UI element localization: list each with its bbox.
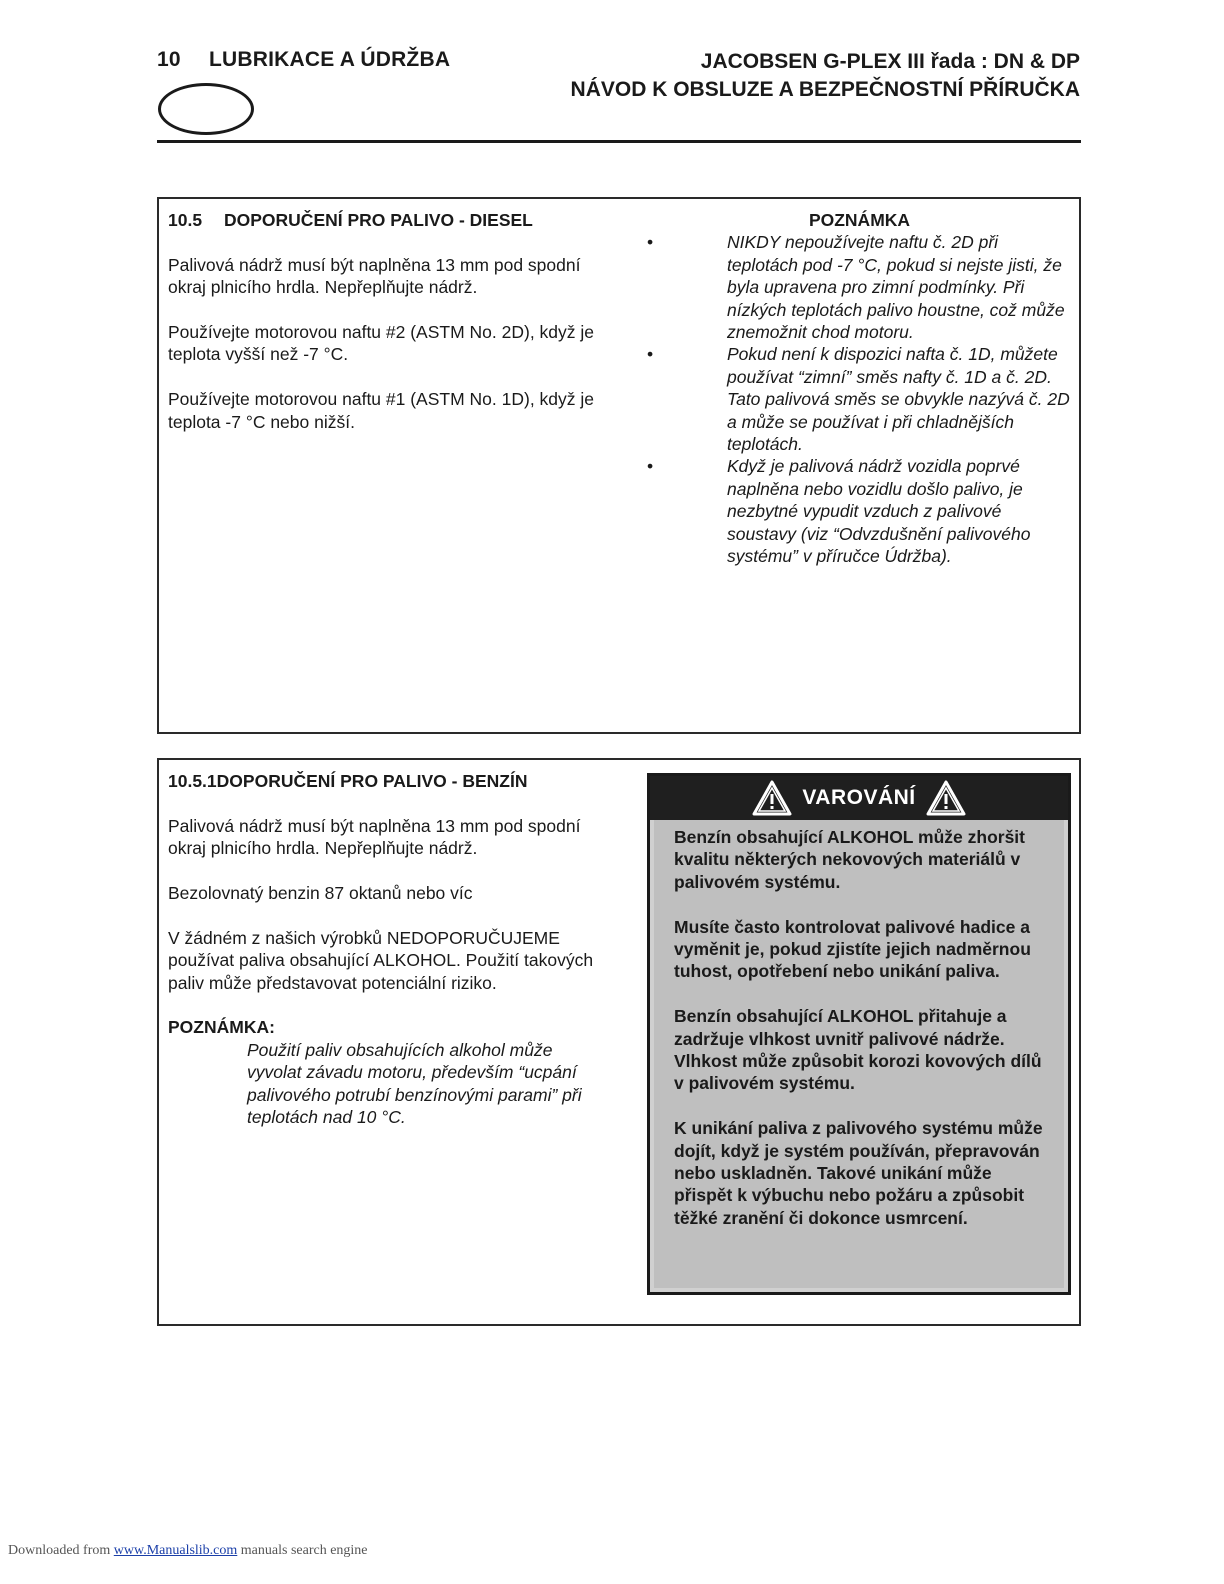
note-bullet: [647, 455, 1072, 567]
diesel-paragraph: Používejte motorovou naftu #1 (ASTM No. 1D), když je teplota -7 °C nebo nižší.: [168, 389, 595, 432]
note-bullet-text: Pokud není k dispozici nafta č. 1D, můžete používat “zimní” směs nafty č. 1D a č. 2D. Tato palivová směs se obvykle nazývá č. 2D a může se používat i při chladnějších teplotách.: [727, 344, 1070, 455]
petrol-text-column: [168, 770, 608, 1128]
download-footer: [8, 1543, 368, 1559]
header-section: [157, 48, 450, 72]
diesel-note: [647, 209, 1072, 568]
warning-paragraph: Musíte často kontrolovat palivové hadice a vyměnit je, pokud zjistíte jejich nadměrnou tuhost, opotřebení nebo unikání paliva.: [674, 916, 1031, 982]
diesel-section-title: DOPORUČENÍ PRO PALIVO - DIESEL: [224, 210, 533, 230]
petrol-paragraph: V žádném z našich výrobků NEDOPORUČUJEME používat paliva obsahující ALKOHOL. Použití takových paliv může představovat potenciální riziko.: [168, 927, 594, 993]
diesel-section-number: 10.5: [168, 210, 203, 230]
warning-paragraph: K unikání paliva z palivového systému může dojít, když je systém používán, přepravován nebo uskladněn. Takové unikání může přispět k výbuchu nebo požáru a způsobit těžké zranění či dokonce usmrcení.: [674, 1118, 1043, 1228]
footer-suffix: manuals search engine: [237, 1543, 368, 1558]
manualslib-link[interactable]: www.Manualslib.com: [113, 1543, 238, 1558]
footer-prefix: Downloaded from: [8, 1543, 114, 1558]
diesel-text-column: [168, 209, 608, 433]
petrol-paragraph: Bezolovnatý benzin 87 oktanů nebo víc: [168, 883, 473, 903]
petrol-section-title: 10.5.1DOPORUČENÍ PRO PALIVO - BENZÍN: [168, 771, 528, 791]
warning-triangle-icon: [926, 780, 966, 816]
diesel-note-title: POZNÁMKA: [808, 210, 911, 230]
warning-triangle-icon: [752, 780, 792, 816]
petrol-section: [157, 758, 1081, 1326]
section-title: LUBRIKACE A ÚDRŽBA: [209, 48, 451, 71]
language-oval-icon: [158, 83, 254, 135]
note-bullet-text: Když je palivová nádrž vozidla poprvé naplněna nebo vozidlu došlo palivo, je nezbytné vypudit vzduch z palivové soustavy (viz “Odvzdušnění palivového systému” v příručce Údržba).: [727, 456, 1031, 567]
warning-paragraph: Benzín obsahující ALKOHOL přitahuje a zadržuje vlhkost uvnitř palivové nádrže. Vlhkost může způsobit korozi kovových dílů v palivovém systému.: [674, 1006, 1042, 1094]
warning-paragraph: Benzín obsahující ALKOHOL může zhoršit kvalitu některých nekovových materiálů v palivovém systému.: [674, 827, 1025, 892]
note-bullet: [647, 343, 1072, 455]
page-number: 10: [157, 48, 181, 71]
diesel-heading: [168, 209, 608, 231]
note-bullet-text: NIKDY nepoužívejte naftu č. 2D při teplotách pod -7 °C, pokud si nejste jisti, že byla upravena pro zimní podmínky. Při nízkých teplotách palivo houstne, což může znemožnit chod motoru.: [727, 232, 1065, 343]
document-title-line2: NÁVOD K OBSLUZE A BEZPEČNOSTNÍ PŘÍRUČKA: [570, 78, 1080, 101]
diesel-section: [157, 197, 1081, 734]
petrol-paragraph: Palivová nádrž musí být naplněna 13 mm pod spodní okraj plnicího hrdla. Nepřeplňujte nádrž.: [168, 815, 581, 859]
warning-box: [647, 773, 1071, 1295]
bullet-icon: •: [647, 232, 654, 253]
diesel-paragraph: Používejte motorovou naftu #2 (ASTM No. 2D), když je teplota vyšší než -7 °C.: [168, 322, 595, 365]
document-title: [571, 48, 1080, 104]
header-divider: [157, 140, 1081, 143]
warning-title: VAROVÁNÍ: [802, 786, 916, 809]
document-title-line1: JACOBSEN G-PLEX III řada : DN & DP: [700, 50, 1080, 73]
warning-body: [654, 820, 1064, 1288]
bullet-icon: •: [647, 344, 654, 365]
diesel-paragraph: Palivová nádrž musí být naplněna 13 mm pod spodní okraj plnicího hrdla. Nepřeplňujte nádrž.: [168, 254, 581, 298]
petrol-note-label: POZNÁMKA:: [168, 1017, 275, 1038]
bullet-icon: •: [647, 456, 654, 477]
note-bullet: [647, 231, 1072, 343]
warning-header: [650, 776, 1068, 820]
petrol-note-text: Použití paliv obsahujících alkohol může vyvolat závadu motoru, především “ucpání palivového potrubí benzínovými parami” při teplotách nad 10 °C.: [247, 1039, 582, 1128]
